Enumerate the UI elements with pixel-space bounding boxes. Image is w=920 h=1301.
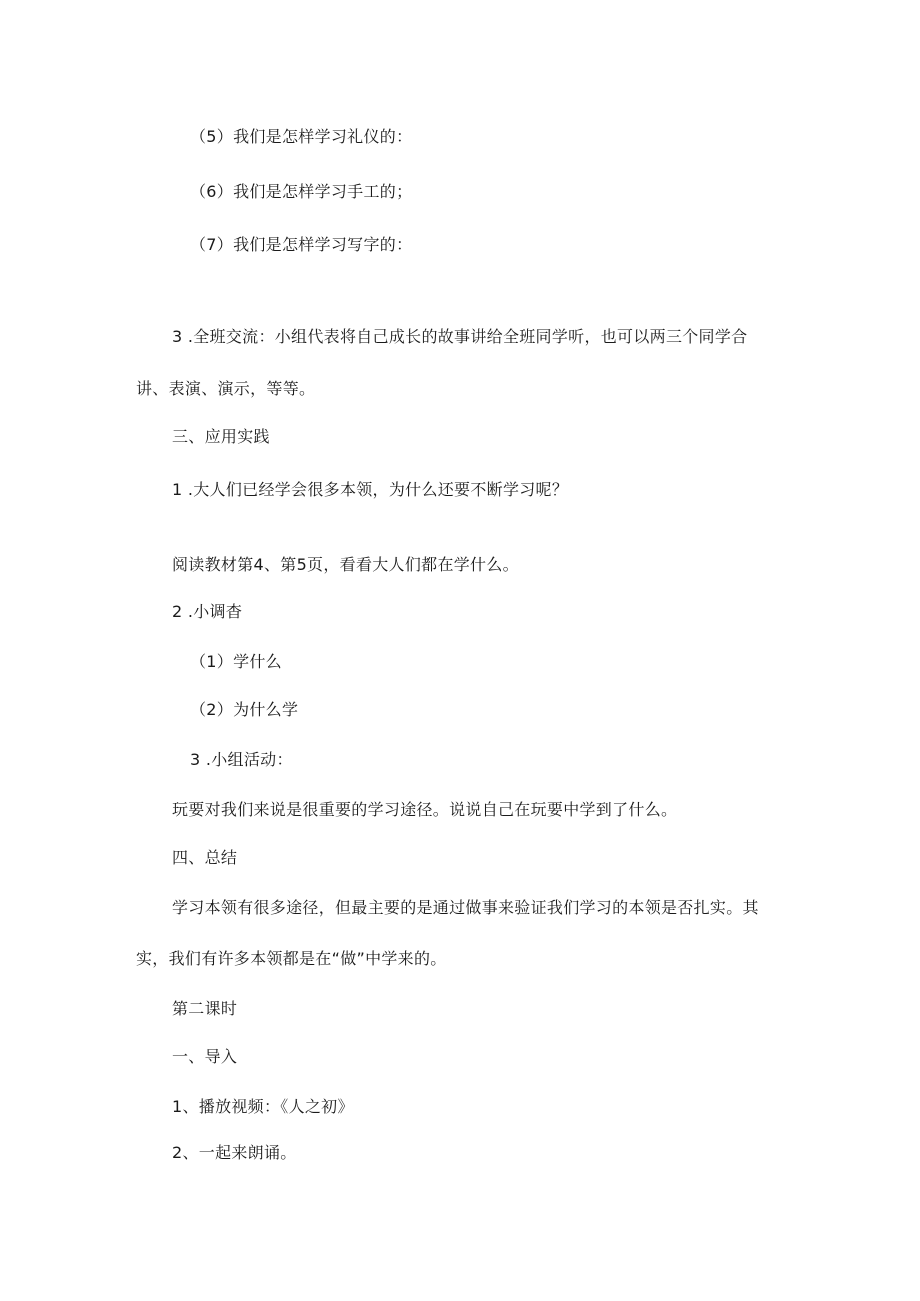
text-line: （5）我们是怎样学习礼仪的： xyxy=(190,127,413,146)
text-line: 2、一起来朗诵。 xyxy=(172,1143,297,1162)
section-heading: 一、导入 xyxy=(172,1047,238,1066)
text-line: 玩要对我们来说是很重要的学习途径。说说自己在玩要中学到了什么。 xyxy=(172,800,678,819)
section-heading: 三、应用实践 xyxy=(172,427,270,446)
text-line: 1 .大人们已经学会很多本领，为什么还要不断学习呢？ xyxy=(172,480,569,499)
text-line: 实，我们有许多本领都是在“做”中学来的。 xyxy=(136,949,447,968)
text-line: 3 .小组活动： xyxy=(190,750,293,769)
text-line: 学习本领有很多途径，但最主要的是通过做事来验证我们学习的本领是否扎实。其 xyxy=(172,898,759,917)
text-line: 讲、表演、演示，等等。 xyxy=(136,379,316,398)
text-line: （7）我们是怎样学习写字的： xyxy=(190,235,413,254)
text-line: 阅读教材第4、第5页，看看大人们都在学什么。 xyxy=(172,555,519,574)
text-line: （1）学什么 xyxy=(190,652,282,671)
text-line: 1、播放视频：《人之初》 xyxy=(172,1097,354,1116)
text-line: （2）为什么学 xyxy=(190,700,299,719)
section-heading: 四、总结 xyxy=(172,848,238,867)
text-line: （6）我们是怎样学习手工的； xyxy=(190,182,413,201)
text-line: 2 .小调杳 xyxy=(172,602,243,621)
section-heading: 第二课时 xyxy=(172,999,238,1018)
text-line: 3 .全班交流：小组代表将自己成长的故事讲给全班同学听，也可以两三个同学合 xyxy=(172,327,748,346)
